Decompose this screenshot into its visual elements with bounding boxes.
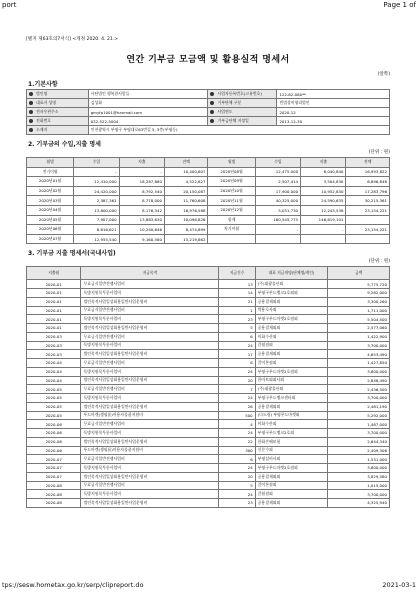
expense-cell-amount: 1,711,000	[328, 306, 390, 315]
finance-cell-income	[255, 234, 300, 244]
expense-cell-date: 2020-07	[27, 464, 81, 473]
expense-cell-purpose: 법인목적사업일상회용일반사업운영비	[81, 499, 219, 508]
expense-cell-recipient: 이화수산외	[255, 332, 328, 341]
expense-cell-date: 2020-04	[27, 367, 81, 376]
expense-cell-purpose: 법인목적사업일상회용일반사업운영비	[81, 376, 219, 385]
expense-cell-count: 5	[219, 481, 255, 490]
expense-cell-purpose: 독방지원목투룬사업비	[81, 289, 219, 298]
expense-cell-recipient: 공용결제외외	[255, 499, 328, 508]
table-row	[27, 280, 390, 289]
basic-value: 민법상비영리법인	[277, 99, 390, 108]
finance-cell-month: 2020년12월	[208, 205, 255, 215]
expense-cell-purpose: 독방지원목투룬사업비	[81, 394, 219, 403]
finance-row	[27, 215, 390, 225]
expense-cell-count: 7	[219, 385, 255, 394]
browser-header-left: port	[2, 1, 17, 9]
expense-cell-date: 2020-05	[27, 411, 81, 420]
expense-cell-count: 26	[219, 402, 255, 411]
table-row	[27, 315, 390, 324]
document-page	[26, 36, 390, 508]
basic-label: 전화번호	[27, 117, 89, 126]
expense-cell-purpose: 무료급식일반전쟁사업비	[81, 280, 219, 289]
finance-cell-expense: 10,952,830	[301, 186, 346, 196]
finance-cell-month: 2020년06월	[27, 225, 74, 235]
finance-cell-income: 5,031,730	[255, 205, 300, 215]
expense-cell-recipient: (주)대광물산외	[255, 385, 328, 394]
table-row	[27, 367, 390, 376]
finance-cell-income: 2,507,414	[255, 177, 300, 187]
expense-cell-count: 14	[219, 289, 255, 298]
finance-cell-balance: 30,215,361	[346, 196, 390, 206]
basic-value: 사단법인 행복한사람들	[88, 90, 208, 99]
browser-header-right: Page 1 of	[383, 1, 416, 9]
expense-cell-purpose: 법인목적사업일상회용일반사업운영비	[81, 472, 219, 481]
expense-cell-date: 2020-04	[27, 376, 81, 385]
finance-cell-balance: 10,400,607	[164, 167, 208, 177]
expense-cell-date: 2020-03	[27, 332, 81, 341]
finance-cell-income: 7,907,000	[74, 215, 119, 225]
finance-cell-income: -	[255, 225, 300, 235]
expense-cell-recipient: 공용결제외외	[255, 350, 328, 359]
basic-label: 사업자등록번호(고유번호)	[208, 90, 277, 99]
expense-cell-recipient: 부평구푸드마켓2호점외	[255, 315, 328, 324]
col-income: 수입	[74, 158, 119, 168]
basic-label: 전자우편주소	[27, 108, 89, 117]
col-expense: 지출	[301, 158, 346, 168]
basic-info-table	[26, 89, 390, 135]
table-row	[27, 385, 390, 394]
expense-cell-recipient: 부평구푸드마켓2호점외	[255, 367, 328, 376]
expense-cell-date: 2020-08	[27, 499, 81, 508]
expense-cell-recipient: 한마트외외사외	[255, 376, 328, 385]
basic-row	[27, 117, 390, 126]
section-basic-title: 1.기본사항	[28, 81, 58, 88]
unit-label: (단위 : 원)	[368, 150, 390, 155]
expense-cell-amount: 4,653,490	[328, 350, 390, 359]
finance-cell-month: 2020년04월	[27, 205, 74, 215]
basic-row	[27, 90, 390, 99]
finance-cell-expense: 13,883,630	[119, 215, 164, 225]
finance-cell-expense: -	[301, 225, 346, 235]
table-row	[27, 437, 390, 446]
expense-cell-recipient: 이화수산외	[255, 420, 328, 429]
expense-cell-date: 2020-07	[27, 472, 81, 481]
expense-cell-purpose: 법인목적사업일상회용일반사업운영비	[81, 402, 219, 411]
finance-row	[27, 196, 390, 206]
col-balance: 잔액	[346, 158, 390, 168]
finance-cell-balance: 16,993,822	[346, 167, 390, 177]
col-balance: 잔액	[164, 158, 208, 168]
finance-cell-expense: 8,778,000	[119, 196, 164, 206]
expense-cell-purpose: 무료급식일반전쟁사업비	[81, 332, 219, 341]
expense-cell-purpose: 법인목적사업일상회용일반사업운영비	[81, 437, 219, 446]
col-recipient: 대표 지급처명(단체명/개인)	[255, 267, 328, 280]
expense-cell-count: 1	[219, 306, 255, 315]
expense-cell-purpose: 무료급식일반전쟁사업비	[81, 359, 219, 368]
expense-cell-count: 500	[219, 411, 255, 420]
finance-cell-balance: 11,760,608	[164, 196, 208, 206]
basic-value: 2020-12	[277, 108, 390, 117]
finance-cell-expense: 8,176,342	[119, 205, 164, 215]
expense-cell-count: 24	[219, 464, 255, 473]
finance-cell-month: 2020년02월	[27, 186, 74, 196]
expense-cell-date: 2020-08	[27, 490, 81, 499]
basic-label: 대표자 성명	[27, 99, 89, 108]
expense-header-row	[27, 267, 390, 280]
basic-label: 기부금단체 지정일	[208, 117, 277, 126]
col-income: 수입	[255, 158, 300, 168]
expense-cell-count: 23	[219, 499, 255, 508]
expense-cell-count: 24	[219, 394, 255, 403]
expense-cell-recipient: 박용로사외	[255, 306, 328, 315]
expense-cell-amount: 5,504,500	[328, 315, 390, 324]
document-title: 연간 기부금 모금액 및 활용실적 명세서	[126, 55, 290, 65]
expense-cell-date: 2020-03	[27, 341, 81, 350]
table-row	[27, 490, 390, 499]
finance-cell-month: 2020년03월	[27, 196, 74, 206]
expense-cell-amount: 3,800,000	[328, 464, 390, 473]
expense-cell-amount: 3,800,000	[328, 367, 390, 376]
expense-cell-amount: 2,436,500	[328, 385, 390, 394]
expense-cell-date: 2020-06	[27, 437, 81, 446]
basic-label: 소재지	[27, 126, 89, 135]
finance-cell-month: 2020년07월	[27, 234, 74, 244]
finance-cell-expense: 10,240,646	[119, 225, 164, 235]
expense-cell-recipient: 부평구푸드뱅크2호외외	[255, 289, 328, 298]
col-date: 지출월	[27, 267, 81, 280]
unit-label: (단위 : 원)	[368, 259, 390, 265]
expense-cell-date: 2020-01	[27, 289, 81, 298]
expense-cell-amount: 2,848,490	[328, 376, 390, 385]
expense-cell-count: 21	[219, 297, 255, 306]
table-row	[27, 420, 390, 429]
section-expense-title: 3. 기부금 지출 명세서(국내사업)	[28, 250, 116, 258]
expense-cell-purpose: 법인목적사업일상회용일반사업운영비	[81, 350, 219, 359]
finance-cell-month: 차기이월	[208, 225, 255, 235]
expense-cell-recipient: 공용결제외외	[255, 472, 328, 481]
finance-cell-balance	[346, 234, 390, 244]
expense-cell-purpose: 무료급식일반전쟁사업비	[81, 385, 219, 394]
expense-table	[26, 266, 390, 508]
finance-cell-balance: 8,474,899	[164, 225, 208, 235]
expense-cell-amount: 2,644,340	[328, 437, 390, 446]
finance-row	[27, 167, 390, 177]
expense-cell-count: 24	[219, 429, 255, 438]
finance-cell-balance: 23,154,221	[346, 205, 390, 215]
expense-cell-count: 23	[219, 315, 255, 324]
expense-cell-count: 6	[219, 332, 255, 341]
finance-cell-month: 2020년08월	[208, 167, 255, 177]
finance-cell-balance: 17,283,796	[346, 186, 390, 196]
table-row	[27, 332, 390, 341]
table-row	[27, 446, 390, 455]
table-row	[27, 394, 390, 403]
expense-cell-purpose: 독방지원목투룬사업비	[81, 464, 219, 473]
expense-cell-purpose: 푸드마켓(생필품)이용자물품지원비	[81, 446, 219, 455]
expense-cell-date: 2020-01	[27, 280, 81, 289]
expense-cell-recipient: 부평구푸드마켓2호점외	[255, 464, 328, 473]
table-row	[27, 499, 390, 508]
expense-cell-recipient: 갈월점외	[255, 341, 328, 350]
col-purpose: 지급목적	[81, 267, 219, 280]
finance-cell-balance: 13,219,862	[164, 234, 208, 244]
section-finance-title: 2. 기부금의 수입,지출 명세	[28, 141, 101, 148]
table-row	[27, 350, 390, 359]
table-row	[27, 297, 390, 306]
expense-cell-purpose: 독방지원목투룬사업비	[81, 429, 219, 438]
finance-cell-month: 합계	[208, 215, 255, 225]
table-row	[27, 464, 390, 473]
basic-label: 기부단체 구분	[208, 99, 277, 108]
col-month: 월별	[27, 158, 74, 168]
finance-cell-balance: 23,154,221	[346, 225, 390, 235]
finance-cell-expense: 146,619,101	[301, 215, 346, 225]
finance-cell-month	[208, 234, 255, 244]
expense-cell-amount: 1,015,000	[328, 481, 390, 490]
table-row	[27, 429, 390, 438]
expense-cell-recipient: 신문수외	[255, 446, 328, 455]
finance-cell-balance: 4,522,627	[164, 177, 208, 187]
finance-cell-income: 2,487,361	[74, 196, 119, 206]
expense-cell-count: 13	[219, 280, 255, 289]
finance-cell-balance: 20,150,087	[164, 186, 208, 196]
expense-cell-purpose: 무료급식일반전쟁사업비	[81, 481, 219, 490]
col-amount: 금액	[328, 267, 390, 280]
expense-cell-purpose: 독방지원목투룬사업비	[81, 367, 219, 376]
expense-cell-recipient: (다드림) 부평푸드마켓외	[255, 411, 328, 420]
finance-cell-income: 40,325,000	[255, 196, 300, 206]
col-expense: 지출	[119, 158, 164, 168]
expense-cell-amount: 3,700,000	[328, 394, 390, 403]
finance-cell-month: 2020년01월	[27, 177, 74, 187]
expense-cell-date: 2020-01	[27, 297, 81, 306]
table-row	[27, 455, 390, 464]
expense-cell-purpose: 독방지원목투룬사업비	[81, 341, 219, 350]
expense-cell-purpose: 독방지원목투룬사업비	[81, 490, 219, 499]
finance-table	[26, 157, 390, 244]
expense-cell-count: 5	[219, 324, 255, 333]
finance-cell-income: 13,800,000	[74, 205, 119, 215]
table-row	[27, 402, 390, 411]
table-row	[27, 306, 390, 315]
finance-cell-income: 24,420,000	[74, 186, 119, 196]
basic-label: 사업연도	[208, 108, 277, 117]
finance-cell-income: 12,410,000	[74, 177, 119, 187]
expense-cell-amount: 1,531,000	[328, 455, 390, 464]
expense-cell-recipient: 갈월점외	[255, 490, 328, 499]
expense-cell-recipient: 공용결제외외	[255, 297, 328, 306]
basic-value: 김성화	[88, 99, 208, 108]
expense-cell-count: 300	[219, 446, 255, 455]
finance-cell-expense	[301, 234, 346, 244]
expense-cell-date: 2020-06	[27, 446, 81, 455]
finance-cell-month: 전기이월	[27, 167, 74, 177]
table-row	[27, 324, 390, 333]
finance-cell-month: 2020년10월	[208, 186, 255, 196]
expense-cell-purpose: 법인목적사업일상회용일반사업운영비	[81, 297, 219, 306]
finance-cell-expense: 24,590,635	[301, 196, 346, 206]
expense-cell-date: 2020-01	[27, 324, 81, 333]
expense-cell-count: 17	[219, 350, 255, 359]
expense-cell-purpose: 법인목적사업일상회용일반사업운영비	[81, 324, 219, 333]
table-row	[27, 341, 390, 350]
expense-cell-count: 20	[219, 472, 255, 481]
finance-header-row	[27, 158, 390, 168]
col-count: 지급건수	[219, 267, 255, 280]
expense-cell-amount: 2,409,306	[328, 446, 390, 455]
table-row	[27, 481, 390, 490]
basic-value: 인천광역시 부평구 부평대로63번길 5, 3층(부평동)	[88, 126, 389, 135]
browser-footer-date: 2021-03-1	[382, 581, 416, 589]
expense-cell-recipient: 부평설비사외	[255, 455, 328, 464]
basic-label: 법인명	[27, 90, 89, 99]
expense-cell-amount: 2,577,060	[328, 324, 390, 333]
expense-cell-date: 2020-08	[27, 481, 81, 490]
expense-cell-date: 2020-06	[27, 429, 81, 438]
finance-cell-balance: 6,896,846	[346, 177, 390, 187]
finance-cell-income: 8,616,621	[74, 225, 119, 235]
basic-value: 032-522-5004	[88, 117, 208, 126]
expense-cell-amount: 5,775,720	[328, 280, 390, 289]
expense-cell-date: 2020-03	[27, 350, 81, 359]
finance-row	[27, 205, 390, 215]
expense-cell-count: 4	[219, 420, 255, 429]
expense-cell-amount: 4,325,940	[328, 499, 390, 508]
finance-row	[27, 225, 390, 235]
col-month: 월별	[208, 158, 255, 168]
expense-cell-purpose: 독방지원목투룬사업비	[81, 315, 219, 324]
expense-cell-amount: 1,427,850	[328, 359, 390, 368]
finance-cell-income: 12,475,000	[255, 167, 300, 177]
expense-cell-date: 2020-05	[27, 394, 81, 403]
finance-row	[27, 234, 390, 244]
basic-value: 122-82-080**	[277, 90, 390, 99]
basic-value: 2013-12-30	[277, 117, 390, 126]
expense-cell-count: 24	[219, 341, 255, 350]
table-row	[27, 289, 390, 298]
expense-cell-count: 6	[219, 359, 255, 368]
expense-cell-recipient: 갈이본점외	[255, 359, 328, 368]
finance-cell-expense: 6,040,840	[301, 167, 346, 177]
expense-cell-count: 6	[219, 455, 255, 464]
expense-cell-recipient: 한화손해보험	[255, 437, 328, 446]
expense-cell-date: 2020-04	[27, 359, 81, 368]
finance-cell-expense: 12,243,538	[301, 205, 346, 215]
finance-cell-month: 2020년09월	[208, 177, 255, 187]
expense-cell-amount: 3,700,000	[328, 341, 390, 350]
finance-cell-income: -	[74, 167, 119, 177]
expense-cell-amount: 3,700,000	[328, 490, 390, 499]
expense-cell-amount: 5,292,000	[328, 411, 390, 420]
table-row	[27, 359, 390, 368]
finance-row	[27, 186, 390, 196]
expense-cell-amount: 3,700,000	[328, 429, 390, 438]
expense-cell-amount: 1,487,000	[328, 420, 390, 429]
form-number: [별지 제63호의7서식] <개정 2020. 4. 21.>	[26, 37, 119, 42]
expense-cell-count: 24	[219, 490, 255, 499]
expense-cell-recipient: 공용결제외외	[255, 324, 328, 333]
expense-cell-amount: 1,422,900	[328, 332, 390, 341]
basic-row	[27, 126, 390, 135]
expense-cell-amount: 2,481,190	[328, 402, 390, 411]
expense-cell-amount: 9,282,000	[328, 289, 390, 298]
expense-cell-recipient: 부평구푸드뱅크2호외	[255, 429, 328, 438]
finance-cell-income: 17,900,000	[255, 186, 300, 196]
finance-cell-balance: 16,976,588	[164, 205, 208, 215]
finance-cell-expense: 9,160,580	[119, 234, 164, 244]
finance-cell-income: 12,955,540	[74, 234, 119, 244]
finance-row	[27, 177, 390, 187]
expense-cell-purpose: 무료급식일반전쟁사업비	[81, 306, 219, 315]
expense-cell-amount: 3,300,260	[328, 297, 390, 306]
expense-cell-date: 2020-05	[27, 385, 81, 394]
finance-cell-expense: -	[119, 167, 164, 177]
expense-cell-recipient: 갈이본점외	[255, 481, 328, 490]
basic-row	[27, 108, 390, 117]
expense-cell-date: 2020-05	[27, 402, 81, 411]
expense-cell-recipient: 부평구푸드뱅크센터외	[255, 394, 328, 403]
expense-cell-purpose: 푸드마켓(생필품)이용자물품지원비	[81, 411, 219, 420]
expense-cell-recipient: 공용결제외외	[255, 402, 328, 411]
expense-cell-amount: 3,829,580	[328, 472, 390, 481]
basic-value: gmyfp1001@hanmail.com	[88, 108, 208, 117]
expense-cell-date: 2020-06	[27, 420, 81, 429]
table-row	[27, 411, 390, 420]
expense-cell-purpose: 무료급식일반전쟁사업비	[81, 455, 219, 464]
finance-cell-expense: 3,504,830	[301, 177, 346, 187]
finance-cell-expense: 8,792,540	[119, 186, 164, 196]
expense-cell-date: 2020-01	[27, 306, 81, 315]
basic-row	[27, 99, 390, 108]
page-mark: (앞쪽)	[377, 72, 390, 77]
expense-cell-count: 22	[219, 437, 255, 446]
finance-cell-month: 2020년05월	[27, 215, 74, 225]
finance-cell-expense: 18,287,880	[119, 177, 164, 187]
expense-cell-purpose: 무료급식일반전쟁사업비	[81, 420, 219, 429]
expense-cell-recipient: (주)대광물산외	[255, 280, 328, 289]
expense-cell-count: 20	[219, 376, 255, 385]
browser-footer-url: tps://sesw.hometax.go.kr/serp/clipreport.do	[2, 581, 144, 589]
finance-cell-income: 160,545,775	[255, 215, 300, 225]
finance-cell-month: 2020년11월	[208, 196, 255, 206]
expense-cell-date: 2020-07	[27, 455, 81, 464]
expense-cell-date: 2020-01	[27, 315, 81, 324]
finance-cell-balance: 10,096,826	[164, 215, 208, 225]
table-row	[27, 472, 390, 481]
table-row	[27, 376, 390, 385]
expense-cell-count: 24	[219, 367, 255, 376]
finance-cell-balance	[346, 215, 390, 225]
